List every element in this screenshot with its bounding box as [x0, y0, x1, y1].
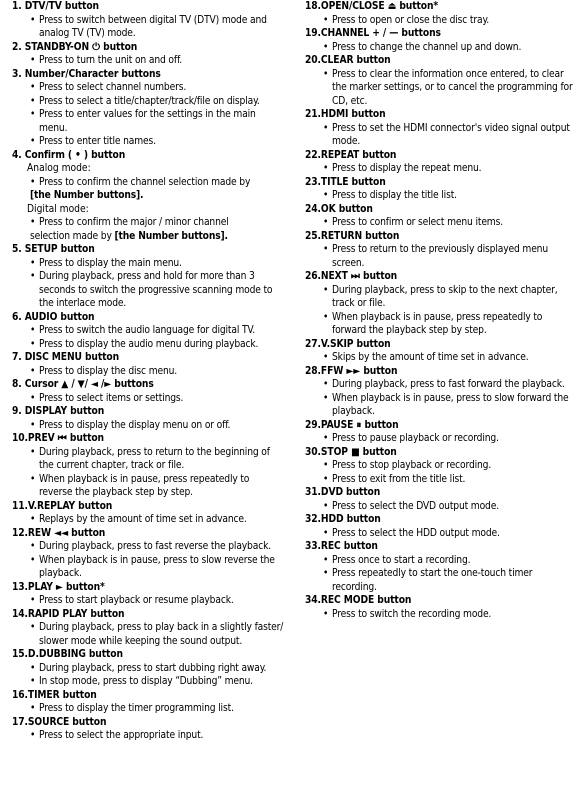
- button-entry: [305, 27, 578, 54]
- button-entry: [305, 594, 578, 621]
- button-entry: [305, 0, 578, 27]
- button-entry: [12, 351, 284, 378]
- button-entry: [305, 270, 578, 338]
- button-entry: [12, 648, 284, 689]
- button-entry: [305, 203, 578, 230]
- bullet-line: • Press to select channel numbers.: [12, 81, 284, 95]
- button-entry: [305, 338, 578, 365]
- continued-text: selection made by: [30, 230, 112, 242]
- button-entry: [12, 68, 284, 149]
- button-entry: [12, 149, 284, 244]
- continued-bold-text: [the Number buttons].: [114, 230, 228, 242]
- bullet-line: • Press to display the disc menu.: [12, 365, 284, 379]
- button-title: 30.STOP ■ button: [305, 446, 397, 458]
- button-title: 34.REC MODE button: [305, 595, 412, 606]
- button-title: 6. AUDIO button: [12, 311, 95, 323]
- button-entry: [12, 378, 284, 405]
- button-entry: [12, 311, 284, 352]
- bullet-line: • During playback, press to fast reverse the playback.: [12, 540, 284, 554]
- button-entry: [305, 419, 578, 446]
- bullet-line: • Press to stop playback or recording.: [305, 459, 578, 473]
- button-title: 28.FFW ►► button: [305, 365, 398, 377]
- button-title: 29.PAUSE ⏸ button: [305, 419, 399, 431]
- bullet-line-continued: [12, 230, 284, 244]
- button-entry: [12, 527, 284, 581]
- bullet-line: • Press to turn the unit on and off.: [12, 54, 284, 68]
- button-title: 18.OPEN/CLOSE ⏏ button*: [305, 1, 439, 12]
- bullet-line: • When playback is in pause, press repeatedly to reverse the playback step by step.: [12, 473, 284, 500]
- bullet-line: • Press to display the audio menu during playback.: [12, 338, 284, 352]
- button-entry: [305, 108, 578, 149]
- button-title: 17.SOURCE button: [12, 716, 107, 728]
- right-column: [305, 0, 578, 621]
- bullet-line: • Press repeatedly to start the one-touch timer recording.: [305, 567, 578, 594]
- bullet-line: • In stop mode, press to display “Dubbing” menu.: [12, 675, 284, 689]
- bullet-line: • When playback is in pause, press repeatedly to forward the playback step by step.: [305, 311, 578, 338]
- bullet-line: • Press to enter title names.: [12, 135, 284, 149]
- button-title: 4. Confirm ( • ) button: [12, 149, 126, 161]
- button-title: 19.CHANNEL + / — buttons: [305, 28, 441, 39]
- button-title: 31.DVD button: [305, 487, 381, 498]
- bullet-line: • Replays by the amount of time set in advance.: [12, 513, 284, 527]
- button-title: 15.D.DUBBING button: [12, 649, 123, 660]
- bullet-line: • During playback, press and hold for more than 3 seconds to switch the progressive scanning mode to the interlace mode.: [12, 270, 284, 311]
- bullet-line: • Press to switch the recording mode.: [305, 608, 578, 622]
- bullet-line: • When playback is in pause, press to slow reverse the playback.: [12, 554, 284, 581]
- button-title: 3. Number/Character buttons: [12, 68, 161, 80]
- mode-label: Digital mode:: [27, 203, 89, 215]
- bullet-line: • Press to switch the audio language for digital TV.: [12, 324, 284, 338]
- button-title: 1. DTV/TV button: [12, 1, 99, 12]
- bullet-line: • When playback is in pause, press to slow forward the playback.: [305, 392, 578, 419]
- bullet-line: • Press to switch between digital TV (DTV) mode and analog TV (TV) mode.: [12, 14, 284, 41]
- bullet-line: • Skips by the amount of time set in advance.: [305, 351, 578, 365]
- button-entry: [305, 176, 578, 203]
- button-title: 16.TIMER button: [12, 689, 97, 701]
- button-title: 33.REC button: [305, 541, 378, 552]
- bullet-line: • During playback, press to skip to the next chapter, track or file.: [305, 284, 578, 311]
- button-entry: [12, 716, 284, 743]
- button-title: 27.V.SKIP button: [305, 338, 391, 350]
- button-entry: [12, 405, 284, 432]
- button-title: 13.PLAY ► button*: [12, 581, 105, 593]
- button-title: 2. STANDBY-ON ⏻ button: [12, 41, 138, 53]
- button-entry: [12, 432, 284, 500]
- bullet-line: • Press to select a title/chapter/track/file on display.: [12, 95, 284, 109]
- button-title: 11.V.REPLAY button: [12, 500, 113, 512]
- bullet-line-continued: [the Number buttons].: [30, 190, 144, 201]
- button-entry: [12, 581, 284, 608]
- bullet-line: • Press to confirm or select menu items.: [305, 216, 578, 230]
- bullet-line: • Press to exit from the title list.: [305, 473, 578, 487]
- button-entry: [305, 513, 578, 540]
- button-title: 24.OK button: [305, 203, 373, 215]
- button-entry: [305, 149, 578, 176]
- bullet-line: • Press to start playback or resume playback.: [12, 594, 284, 608]
- bullet-line: • Press to open or close the disc tray.: [305, 14, 578, 28]
- bullet-line: • Press to display the repeat menu.: [305, 162, 578, 176]
- button-title: 10.PREV ⏮ button: [12, 433, 104, 444]
- button-title: 21.HDMI button: [305, 109, 386, 120]
- button-title: 26.NEXT ⏭ button: [305, 271, 398, 282]
- button-entry: [305, 230, 578, 271]
- bullet-line: • During playback, press to return to the beginning of the current chapter, track or file.: [12, 446, 284, 473]
- bullet-line: • Press to confirm the channel selection made by: [12, 176, 284, 190]
- button-title: 8. Cursor ▲ / ▼/ ◄ /► buttons: [12, 379, 154, 390]
- button-entry: [12, 243, 284, 311]
- left-column: [12, 0, 284, 743]
- button-entry: [12, 608, 284, 649]
- button-title: 22.REPEAT button: [305, 149, 397, 161]
- button-title: 20.CLEAR button: [305, 55, 391, 66]
- bullet-line: • During playback, press to play back in a slightly faster/ slower mode while keeping the sound output.: [12, 621, 284, 648]
- bullet-line: • Press to pause playback or recording.: [305, 432, 578, 446]
- button-entry: [305, 365, 578, 419]
- button-entry: [305, 486, 578, 513]
- bullet-line: • Press to select the appropriate input.: [12, 729, 284, 743]
- bullet-line: • Press to clear the information once entered, to clear the marker settings, or to cancel the programming for CD, etc.: [305, 68, 578, 109]
- button-entry: [12, 689, 284, 716]
- button-entry: [12, 41, 284, 68]
- bullet-line: • Press to return to the previously displayed menu screen.: [305, 243, 578, 270]
- button-entry: [305, 446, 578, 487]
- button-title: 9. DISPLAY button: [12, 406, 105, 417]
- button-title: 7. DISC MENU button: [12, 352, 120, 363]
- bullet-line: • Press to display the timer programming list.: [12, 702, 284, 716]
- bullet-line: • During playback, press to start dubbing right away.: [12, 662, 284, 676]
- bullet-line: • Press to change the channel up and down.: [305, 41, 578, 55]
- button-title: 5. SETUP button: [12, 244, 95, 255]
- bullet-line: • Press to enter values for the settings in the main menu.: [12, 108, 284, 135]
- mode-label: Analog mode:: [27, 163, 91, 174]
- button-title: 25.RETURN button: [305, 230, 400, 242]
- bullet-line: • Press to confirm the major / minor channel: [12, 216, 284, 230]
- button-title: 12.REW ◄◄ button: [12, 527, 106, 539]
- bullet-line: • Press to select the HDD output mode.: [305, 527, 578, 541]
- button-entry: [305, 54, 578, 108]
- bullet-line: • Press once to start a recording.: [305, 554, 578, 568]
- bullet-line: • Press to display the display menu on or off.: [12, 419, 284, 433]
- bullet-line: • Press to display the main menu.: [12, 257, 284, 271]
- bullet-line: • During playback, press to fast forward the playback.: [305, 378, 578, 392]
- button-entry: [12, 500, 284, 527]
- button-entry: [12, 0, 284, 41]
- bullet-line: • Press to set the HDMI connector's video signal output mode.: [305, 122, 578, 149]
- button-entry: [305, 540, 578, 594]
- button-title: 32.HDD button: [305, 514, 381, 525]
- button-title: 14.RAPID PLAY button: [12, 608, 125, 620]
- bullet-line: • Press to display the title list.: [305, 189, 578, 203]
- button-title: 23.TITLE button: [305, 176, 386, 188]
- bullet-line: • Press to select items or settings.: [12, 392, 284, 406]
- bullet-line: • Press to select the DVD output mode.: [305, 500, 578, 514]
